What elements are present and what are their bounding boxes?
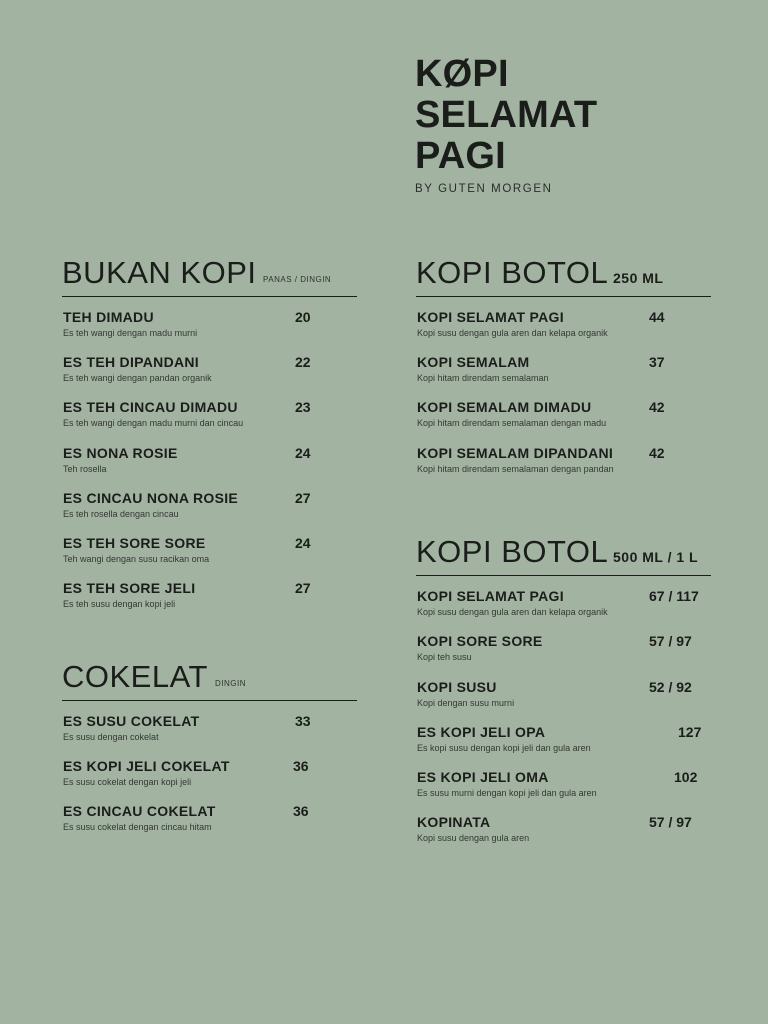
menu-item: [63, 580, 353, 620]
item-name: ES CINCAU COKELAT: [63, 803, 216, 819]
section-header: [416, 255, 711, 297]
item-description: Es teh susu dengan kopi jeli: [63, 599, 176, 609]
item-description: Es susu cokelat dengan kopi jeli: [63, 777, 192, 787]
item-price: 33: [295, 713, 311, 729]
section-note: DINGIN: [215, 679, 246, 688]
brand-subtitle: BY GUTEN MORGEN: [415, 183, 553, 195]
menu-item: [417, 724, 707, 764]
item-price: 67 / 117: [649, 588, 699, 604]
item-name: ES KOPI JELI OMA: [417, 769, 549, 785]
section-note: PANAS / DINGIN: [263, 275, 332, 284]
item-price: 102: [674, 769, 698, 785]
item-name: ES TEH SORE JELI: [63, 580, 196, 596]
section-title: COKELAT: [62, 659, 208, 694]
menu-item: [417, 399, 707, 439]
item-description: Kopi susu dengan gula aren dan kelapa organik: [417, 607, 608, 617]
item-price: 36: [293, 803, 309, 819]
menu-item: [417, 445, 707, 485]
item-price: 127: [678, 724, 702, 740]
item-name: TEH DIMADU: [63, 309, 154, 325]
item-price: 44: [649, 309, 665, 325]
item-name: KOPI SELAMAT PAGI: [417, 588, 564, 604]
brand-title-line-1: KØPI: [415, 53, 509, 95]
item-name: KOPI SELAMAT PAGI: [417, 309, 564, 325]
item-description: Es teh wangi dengan madu murni dan cincau: [63, 418, 244, 428]
menu-item: [417, 679, 707, 719]
section-header: [416, 534, 711, 576]
item-name: ES SUSU COKELAT: [63, 713, 200, 729]
item-description: Kopi susu dengan gula aren: [417, 833, 530, 843]
item-name: ES TEH DIPANDANI: [63, 354, 199, 370]
item-price: 42: [649, 445, 665, 461]
menu-item: [63, 713, 353, 753]
menu-item: [63, 354, 353, 394]
item-name: ES NONA ROSIE: [63, 445, 178, 461]
item-name: KOPINATA: [417, 814, 491, 830]
item-description: Kopi susu dengan gula aren dan kelapa organik: [417, 328, 608, 338]
item-price: 42: [649, 399, 665, 415]
section-header: [62, 255, 357, 297]
item-description: Es teh wangi dengan madu murni: [63, 328, 198, 338]
menu-item: [417, 588, 707, 628]
item-name: KOPI SEMALAM DIPANDANI: [417, 445, 614, 461]
item-name: KOPI SEMALAM: [417, 354, 530, 370]
item-name: KOPI SORE SORE: [417, 633, 543, 649]
section-title: KOPI BOTOL: [416, 255, 609, 290]
section-header: [62, 659, 357, 701]
menu-item: [63, 535, 353, 575]
item-description: Teh rosella: [63, 464, 107, 474]
brand-title-line-3: PAGI: [415, 135, 506, 177]
menu-item: [63, 490, 353, 530]
item-name: ES KOPI JELI OPA: [417, 724, 546, 740]
section-bukan-kopi: [62, 255, 357, 609]
item-description: Es kopi susu dengan kopi jeli dan gula aren: [417, 743, 591, 753]
item-description: Kopi dengan susu murni: [417, 698, 515, 708]
item-price: 24: [295, 535, 311, 551]
item-name: ES CINCAU NONA ROSIE: [63, 490, 239, 506]
menu-item: [417, 633, 707, 673]
menu-item: [417, 769, 707, 809]
item-price: 57 / 97: [649, 814, 692, 830]
section-title: KOPI BOTOL: [416, 534, 609, 569]
item-price: 22: [295, 354, 311, 370]
menu-item: [63, 399, 353, 439]
section-kopi-botol-250ml: [416, 255, 711, 474]
item-description: Kopi hitam direndam semalaman dengan madu: [417, 418, 607, 428]
item-name: KOPI SUSU: [417, 679, 497, 695]
item-price: 27: [295, 580, 311, 596]
section-note: 250 ML: [613, 270, 664, 286]
section-kopi-botol-500ml-1l: [416, 534, 711, 843]
item-description: Kopi hitam direndam semalaman: [417, 373, 549, 383]
section-title: BUKAN KOPI: [62, 255, 257, 290]
item-description: Teh wangi dengan susu racikan oma: [63, 554, 210, 564]
menu-item: [63, 758, 353, 798]
menu-item: [417, 814, 707, 854]
item-name: KOPI SEMALAM DIMADU: [417, 399, 592, 415]
item-name: ES TEH CINCAU DIMADU: [63, 399, 238, 415]
item-price: 36: [293, 758, 309, 774]
brand-logo: [415, 54, 597, 195]
menu-item: [417, 309, 707, 349]
item-description: Kopi teh susu: [417, 652, 472, 662]
item-description: Kopi hitam direndam semalaman dengan pandan: [417, 464, 614, 474]
section-cokelat: [62, 659, 357, 832]
item-description: Es teh rosella dengan cincau: [63, 509, 179, 519]
menu-item: [63, 803, 353, 843]
item-price: 24: [295, 445, 311, 461]
item-price: 57 / 97: [649, 633, 692, 649]
menu-item: [417, 354, 707, 394]
section-note: 500 ML / 1 L: [613, 549, 699, 565]
item-description: Es teh wangi dengan pandan organik: [63, 373, 212, 383]
item-price: 52 / 92: [649, 679, 692, 695]
item-name: ES KOPI JELI COKELAT: [63, 758, 230, 774]
menu-item: [63, 445, 353, 485]
item-name: ES TEH SORE SORE: [63, 535, 206, 551]
item-description: Es susu murni dengan kopi jeli dan gula aren: [417, 788, 597, 798]
item-price: 23: [295, 399, 311, 415]
item-description: Es susu cokelat dengan cincau hitam: [63, 822, 212, 832]
menu-item: [63, 309, 353, 349]
item-price: 20: [295, 309, 311, 325]
item-price: 27: [295, 490, 311, 506]
item-price: 37: [649, 354, 665, 370]
item-description: Es susu dengan cokelat: [63, 732, 159, 742]
brand-title-line-2: SELAMAT: [415, 94, 598, 136]
